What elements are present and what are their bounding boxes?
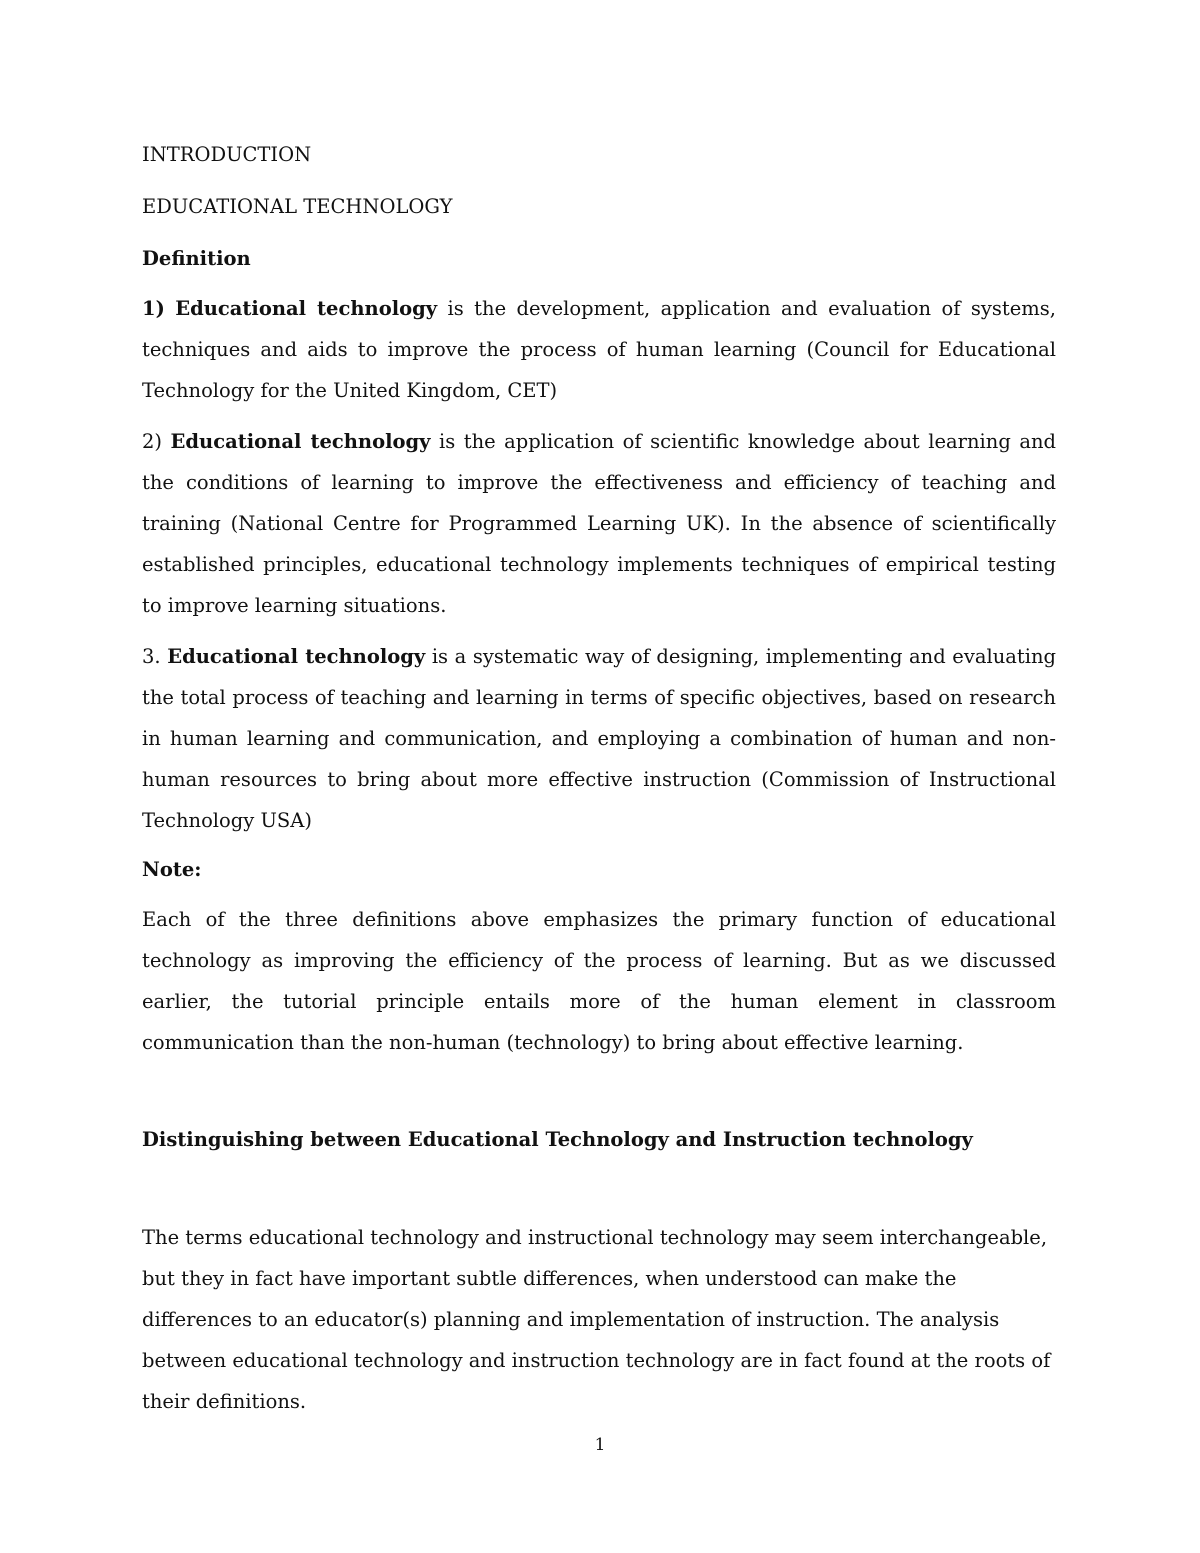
heading-definition: Definition [142, 247, 251, 270]
definition-3-prefix: 3. [142, 645, 161, 668]
definition-1-term: Educational technology [175, 297, 438, 320]
definition-3-term: Educational technology [167, 645, 426, 668]
distinguishing-heading: Distinguishing between Educational Technology and Instruction technology [142, 1128, 973, 1151]
definition-1-prefix: 1) [142, 297, 165, 320]
definition-1-text: is the development, application and evaluation of systems, techniques and aids to improve the process of human learning (Council for Educational Technology for the United Kingdom, CET) [142, 297, 1056, 402]
definition-1 [142, 288, 1056, 411]
heading-educational-technology: EDUCATIONAL TECHNOLOGY [142, 195, 453, 218]
terms-paragraph: The terms educational technology and instructional technology may seem interchangeable, but they in fact have important subtle differences, when understood can make the differences to an educator(s) planning and implementation of instruction. The analysis between educational technology and instruction technology are in fact found at the roots of their definitions. [142, 1226, 1051, 1413]
page-content [142, 140, 1056, 1422]
definition-2 [142, 421, 1056, 626]
definition-2-prefix: 2) [142, 430, 163, 453]
definition-2-text: is the application of scientific knowledge about learning and the conditions of learning to improve the effectiveness and efficiency of teaching and training (National Centre for Programmed Learning UK). In the absence of scientifically established principles, educational technology implements techniques of empirical testing to improve learning situations. [142, 430, 1056, 617]
definition-3-text: is a systematic way of designing, implementing and evaluating the total process of teaching and learning in terms of specific objectives, based on research in human learning and communication, and employing a combination of human and non-human resources to bring about more effective instruction (Commission of Instructional Technology USA) [142, 645, 1056, 832]
heading-introduction: INTRODUCTION [142, 143, 312, 166]
note-heading: Note: [142, 858, 202, 881]
note-paragraph: Each of the three definitions above emphasizes the primary function of educational technology as improving the efficiency of the process of learning. But as we discussed earlier, the tutorial principle entails more of the human element in classroom communication than the non-human (technology) to bring about effective learning. [142, 908, 1056, 1054]
definition-3 [142, 636, 1056, 841]
definition-2-term: Educational technology [170, 430, 431, 453]
page-number: 1 [594, 1435, 606, 1455]
